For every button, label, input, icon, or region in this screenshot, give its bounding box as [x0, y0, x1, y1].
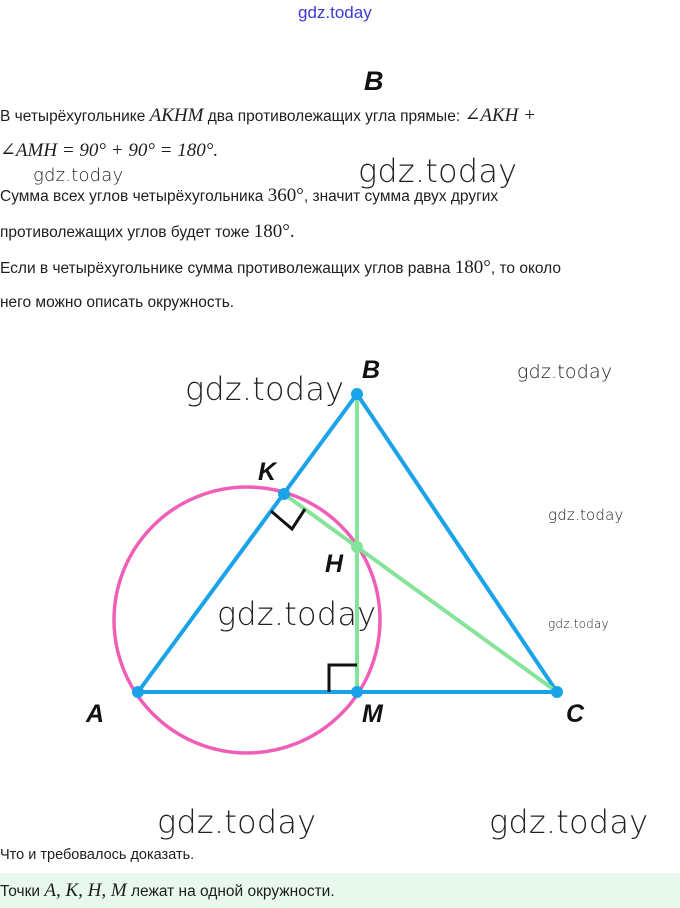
label-k: K	[258, 458, 277, 486]
side-bc	[357, 394, 557, 692]
side-ab	[138, 394, 357, 692]
conclusion-text: Что и требовалось доказать.	[0, 847, 195, 863]
proof-text: , то около	[490, 260, 562, 277]
proof-text: противолежащих углов будет тоже	[0, 224, 254, 241]
watermark: gdz.today	[489, 803, 649, 841]
proof-text: В четырёхугольнике	[0, 108, 150, 125]
watermark: gdz.today	[548, 617, 609, 631]
watermark: gdz.today	[548, 506, 624, 524]
point-a	[132, 686, 144, 698]
label-a: A	[86, 700, 105, 728]
altitude-ck	[284, 494, 557, 692]
proof-text: Если в четырёхугольнике сумма противолежащих углов равна	[0, 260, 455, 277]
proof-line-6: него можно описать окружность.	[0, 294, 235, 311]
answer-text-end: лежат на одной окружности.	[126, 883, 335, 900]
watermark: gdz.today	[358, 152, 518, 190]
answer-text-start: Точки	[0, 883, 45, 900]
answer-text	[0, 880, 335, 902]
watermark: gdz.today	[157, 803, 317, 841]
label-h: H	[325, 550, 344, 578]
label-b: B	[362, 356, 381, 384]
answer-math-points: A, K, H, M	[44, 880, 127, 901]
math-180: 180°.	[253, 221, 295, 242]
label-m: M	[362, 700, 383, 728]
point-h	[351, 541, 363, 553]
point-k	[278, 488, 290, 500]
math-360: 360°	[267, 185, 304, 206]
site-header-link[interactable]: gdz.today	[298, 3, 372, 22]
watermark: gdz.today	[185, 370, 345, 408]
variant-title: B	[364, 66, 384, 96]
proof-text: , значит сумма двух других	[303, 188, 499, 205]
math-quadrilateral: AKHM	[149, 105, 204, 126]
point-c	[551, 686, 563, 698]
watermark: gdz.today	[517, 361, 613, 383]
proof-text: два противолежащих угла прямые:	[203, 108, 465, 125]
watermark: gdz.today	[33, 165, 124, 186]
math-180: 180°	[454, 257, 491, 278]
right-angle-mark-k	[271, 509, 305, 529]
label-c: C	[566, 700, 585, 728]
point-b	[351, 388, 363, 400]
math-angle-sum: ∠AMH = 90° + 90° = 180°.	[0, 140, 219, 161]
point-m	[351, 686, 363, 698]
watermark: gdz.today	[217, 595, 377, 633]
proof-text: Сумма всех углов четырёхугольника	[0, 188, 268, 205]
math-angle: ∠AKH +	[464, 105, 536, 126]
